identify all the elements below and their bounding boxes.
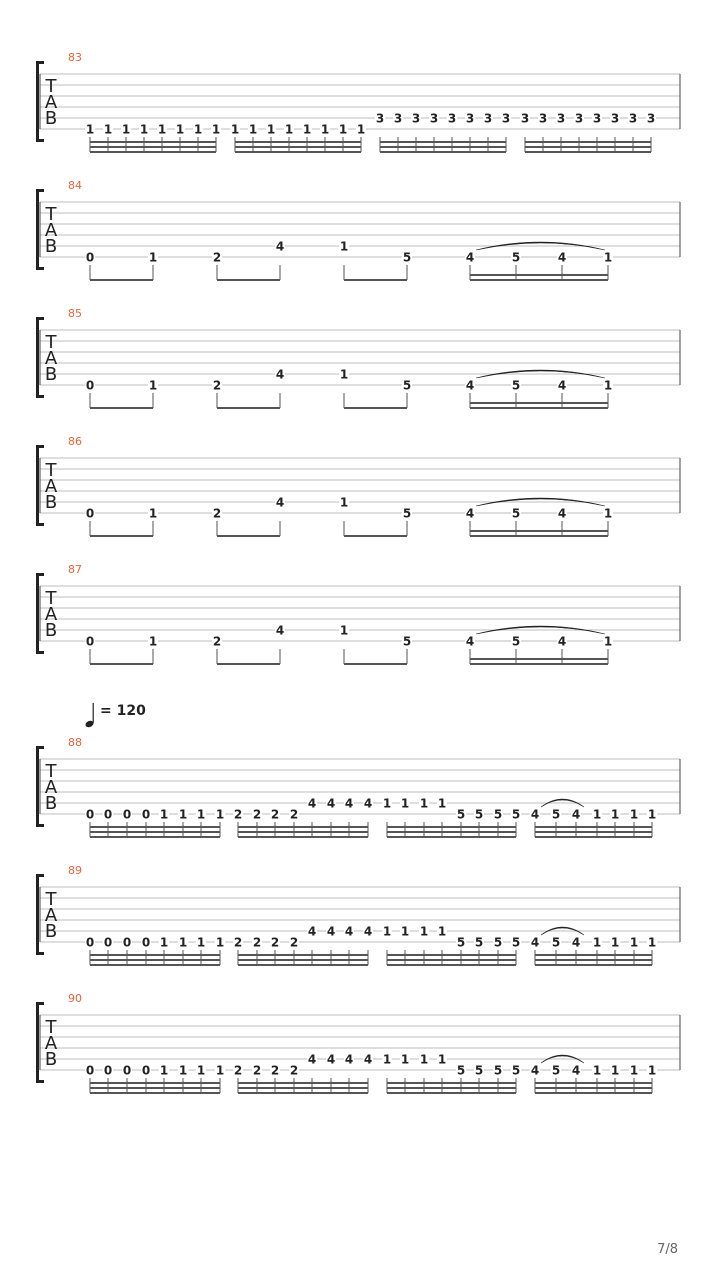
fret-number: 1 [196, 1063, 206, 1078]
fret-number: 0 [85, 935, 95, 950]
fret-number: 1 [103, 122, 113, 137]
beam-group [530, 1055, 657, 1093]
tab-staff [36, 435, 680, 536]
fret-number: 1 [647, 935, 657, 950]
fret-number: 1 [592, 1063, 602, 1078]
fret-number: 4 [571, 1063, 581, 1078]
fret-number: 5 [511, 1063, 521, 1078]
fret-number: 3 [393, 111, 403, 126]
tab-clef-letter: T [45, 588, 57, 609]
fret-number: 1 [419, 796, 429, 811]
fret-number: 3 [628, 111, 638, 126]
fret-number: 5 [511, 935, 521, 950]
fret-number: 0 [85, 250, 95, 265]
fret-number: 1 [400, 924, 410, 939]
fret-number: 5 [402, 378, 412, 393]
fret-number: 1 [629, 1063, 639, 1078]
fret-number: 5 [402, 506, 412, 521]
fret-number: 5 [402, 634, 412, 649]
fret-number: 5 [493, 935, 503, 950]
fret-number: 5 [474, 807, 484, 822]
tab-clef-letter: B [44, 1049, 58, 1070]
beam-group [85, 808, 225, 838]
fret-number: 3 [574, 111, 584, 126]
fret-number: 1 [437, 924, 447, 939]
fret-number: 1 [339, 367, 349, 382]
fret-number: 5 [551, 807, 561, 822]
measure-number: 85 [68, 307, 82, 320]
fret-number: 1 [339, 495, 349, 510]
fret-number: 2 [289, 935, 299, 950]
fret-number: 5 [456, 1063, 466, 1078]
tempo-value: = 120 [100, 703, 146, 719]
fret-number: 1 [196, 935, 206, 950]
fret-number: 1 [339, 623, 349, 638]
measure-number: 84 [68, 179, 82, 192]
fret-number: 1 [603, 378, 613, 393]
tab-clef-letter: T [45, 204, 57, 225]
fret-number: 2 [270, 935, 280, 950]
measure-number: 86 [68, 435, 82, 448]
beam-group [85, 507, 158, 537]
fret-number: 1 [230, 122, 240, 137]
tab-clef-letter: A [44, 777, 58, 798]
beam-group [85, 1064, 225, 1094]
fret-number: 0 [122, 807, 132, 822]
fret-number: 3 [447, 111, 457, 126]
fret-number: 5 [474, 935, 484, 950]
tab-staff [36, 864, 680, 965]
fret-number: 0 [103, 1063, 113, 1078]
fret-number: 0 [85, 378, 95, 393]
fret-number: 1 [647, 807, 657, 822]
fret-number: 1 [178, 935, 188, 950]
fret-number: 5 [511, 807, 521, 822]
fret-number: 0 [141, 807, 151, 822]
fret-number: 3 [538, 111, 548, 126]
fret-number: 2 [233, 1063, 243, 1078]
fret-number: 1 [148, 506, 158, 521]
fret-number: 1 [148, 378, 158, 393]
fret-number: 4 [530, 807, 540, 822]
fret-number: 1 [629, 807, 639, 822]
tab-clef-letter: A [44, 604, 58, 625]
fret-number: 3 [610, 111, 620, 126]
fret-number: 1 [400, 1052, 410, 1067]
fret-number: 1 [382, 924, 392, 939]
fret-number: 4 [307, 1052, 317, 1067]
fret-number: 1 [193, 122, 203, 137]
fret-number: 1 [356, 122, 366, 137]
fret-number: 2 [233, 807, 243, 822]
fret-number: 5 [551, 935, 561, 950]
fret-number: 4 [326, 924, 336, 939]
fret-number: 1 [400, 796, 410, 811]
fret-number: 2 [252, 807, 262, 822]
fret-number: 4 [363, 1052, 373, 1067]
tab-clef-letter: A [44, 1033, 58, 1054]
fret-number: 4 [557, 250, 567, 265]
fret-number: 0 [141, 1063, 151, 1078]
fret-number: 2 [212, 250, 222, 265]
fret-number: 0 [85, 634, 95, 649]
fret-number: 3 [411, 111, 421, 126]
tab-clef-letter: A [44, 92, 58, 113]
fret-number: 4 [530, 935, 540, 950]
tab-clef-letter: T [45, 889, 57, 910]
fret-number: 1 [592, 807, 602, 822]
fret-number: 5 [511, 378, 521, 393]
fret-number: 4 [530, 1063, 540, 1078]
fret-number: 1 [382, 796, 392, 811]
fret-number: 2 [289, 807, 299, 822]
fret-number: 3 [520, 111, 530, 126]
fret-number: 4 [557, 634, 567, 649]
tab-clef-letter: B [44, 364, 58, 385]
fret-number: 4 [571, 935, 581, 950]
fret-number: 5 [493, 807, 503, 822]
fret-number: 2 [252, 1063, 262, 1078]
fret-number: 1 [339, 239, 349, 254]
tab-staff [36, 307, 680, 408]
fret-number: 4 [557, 506, 567, 521]
beam-group [530, 927, 657, 965]
fret-number: 1 [139, 122, 149, 137]
fret-number: 0 [122, 1063, 132, 1078]
fret-number: 4 [275, 239, 285, 254]
page-number: 7/8 [657, 1242, 678, 1257]
beam-group [465, 626, 613, 664]
fret-number: 1 [603, 634, 613, 649]
fret-number: 3 [592, 111, 602, 126]
fret-number: 1 [603, 250, 613, 265]
fret-number: 4 [557, 378, 567, 393]
fret-number: 0 [85, 1063, 95, 1078]
fret-number: 1 [159, 935, 169, 950]
fret-number: 4 [363, 796, 373, 811]
tab-clef-letter: A [44, 348, 58, 369]
tab-clef-letter: B [44, 108, 58, 129]
fret-number: 1 [148, 250, 158, 265]
fret-number: 5 [511, 634, 521, 649]
beam-group [465, 370, 613, 408]
fret-number: 1 [592, 935, 602, 950]
tab-clef-letter: T [45, 761, 57, 782]
fret-number: 5 [551, 1063, 561, 1078]
beam-group [465, 498, 613, 536]
fret-number: 4 [465, 634, 475, 649]
tab-clef-letter: B [44, 793, 58, 814]
fret-number: 1 [248, 122, 258, 137]
tab-staff [36, 992, 680, 1093]
fret-number: 2 [270, 1063, 280, 1078]
fret-number: 1 [266, 122, 276, 137]
fret-number: 3 [375, 111, 385, 126]
fret-number: 4 [465, 378, 475, 393]
fret-number: 1 [178, 1063, 188, 1078]
beam-group [465, 242, 613, 280]
beam-group [85, 936, 225, 966]
fret-number: 5 [402, 250, 412, 265]
fret-number: 1 [85, 122, 95, 137]
fret-number: 1 [284, 122, 294, 137]
measure-number: 89 [68, 864, 82, 877]
fret-number: 4 [344, 796, 354, 811]
measure-number: 88 [68, 736, 82, 749]
fret-number: 4 [344, 1052, 354, 1067]
tab-clef-letter: T [45, 460, 57, 481]
fret-number: 3 [646, 111, 656, 126]
fret-number: 4 [571, 807, 581, 822]
fret-number: 0 [141, 935, 151, 950]
tab-clef-letter: B [44, 620, 58, 641]
fret-number: 5 [493, 1063, 503, 1078]
fret-number: 2 [270, 807, 280, 822]
fret-number: 5 [456, 807, 466, 822]
fret-number: 1 [159, 1063, 169, 1078]
fret-number: 4 [326, 796, 336, 811]
fret-number: 2 [252, 935, 262, 950]
fret-number: 5 [456, 935, 466, 950]
fret-number: 1 [302, 122, 312, 137]
fret-number: 1 [215, 807, 225, 822]
fret-number: 1 [159, 807, 169, 822]
fret-number: 0 [103, 807, 113, 822]
fret-number: 1 [211, 122, 221, 137]
fret-number: 4 [344, 924, 354, 939]
fret-number: 2 [212, 506, 222, 521]
fret-number: 1 [610, 935, 620, 950]
fret-number: 1 [157, 122, 167, 137]
fret-number: 1 [215, 935, 225, 950]
tab-clef-letter: A [44, 220, 58, 241]
tab-clef-letter: B [44, 921, 58, 942]
tab-clef-letter: A [44, 905, 58, 926]
fret-number: 3 [429, 111, 439, 126]
fret-number: 4 [307, 796, 317, 811]
fret-number: 1 [419, 1052, 429, 1067]
fret-number: 4 [363, 924, 373, 939]
tab-staff [36, 51, 680, 152]
fret-number: 4 [275, 495, 285, 510]
beam-group [85, 251, 158, 281]
beam-group [230, 123, 366, 153]
beam-group [530, 799, 657, 837]
fret-number: 0 [85, 807, 95, 822]
fret-number: 2 [233, 935, 243, 950]
tab-staff [36, 179, 680, 280]
tempo-marking [84, 703, 146, 728]
fret-number: 2 [289, 1063, 299, 1078]
measure-number: 83 [68, 51, 82, 64]
fret-number: 2 [212, 378, 222, 393]
fret-number: 4 [465, 506, 475, 521]
fret-number: 4 [326, 1052, 336, 1067]
fret-number: 1 [320, 122, 330, 137]
fret-number: 1 [647, 1063, 657, 1078]
fret-number: 1 [178, 807, 188, 822]
fret-number: 1 [338, 122, 348, 137]
fret-number: 1 [121, 122, 131, 137]
measure-number: 90 [68, 992, 82, 1005]
fret-number: 3 [465, 111, 475, 126]
fret-number: 1 [629, 935, 639, 950]
fret-number: 0 [103, 935, 113, 950]
fret-number: 1 [603, 506, 613, 521]
tab-clef-letter: A [44, 476, 58, 497]
tab-clef-letter: B [44, 236, 58, 257]
fret-number: 1 [419, 924, 429, 939]
fret-number: 3 [483, 111, 493, 126]
fret-number: 0 [85, 506, 95, 521]
tab-staff [36, 736, 680, 837]
fret-number: 1 [175, 122, 185, 137]
fret-number: 1 [610, 807, 620, 822]
fret-number: 1 [382, 1052, 392, 1067]
beam-group [85, 635, 158, 665]
tab-staff [36, 563, 680, 664]
measure-number: 87 [68, 563, 82, 576]
tab-clef-letter: T [45, 76, 57, 97]
tab-clef-letter: B [44, 492, 58, 513]
beam-group [85, 123, 221, 153]
fret-number: 4 [275, 367, 285, 382]
fret-number: 1 [437, 1052, 447, 1067]
beam-group [85, 379, 158, 409]
fret-number: 5 [511, 506, 521, 521]
fret-number: 1 [148, 634, 158, 649]
fret-number: 1 [610, 1063, 620, 1078]
fret-number: 1 [215, 1063, 225, 1078]
fret-number: 4 [307, 924, 317, 939]
fret-number: 4 [465, 250, 475, 265]
tab-clef-letter: T [45, 1017, 57, 1038]
fret-number: 3 [556, 111, 566, 126]
fret-number: 3 [501, 111, 511, 126]
fret-number: 2 [212, 634, 222, 649]
fret-number: 0 [122, 935, 132, 950]
fret-number: 1 [437, 796, 447, 811]
fret-number: 1 [196, 807, 206, 822]
tab-clef-letter: T [45, 332, 57, 353]
fret-number: 4 [275, 623, 285, 638]
fret-number: 5 [474, 1063, 484, 1078]
fret-number: 5 [511, 250, 521, 265]
